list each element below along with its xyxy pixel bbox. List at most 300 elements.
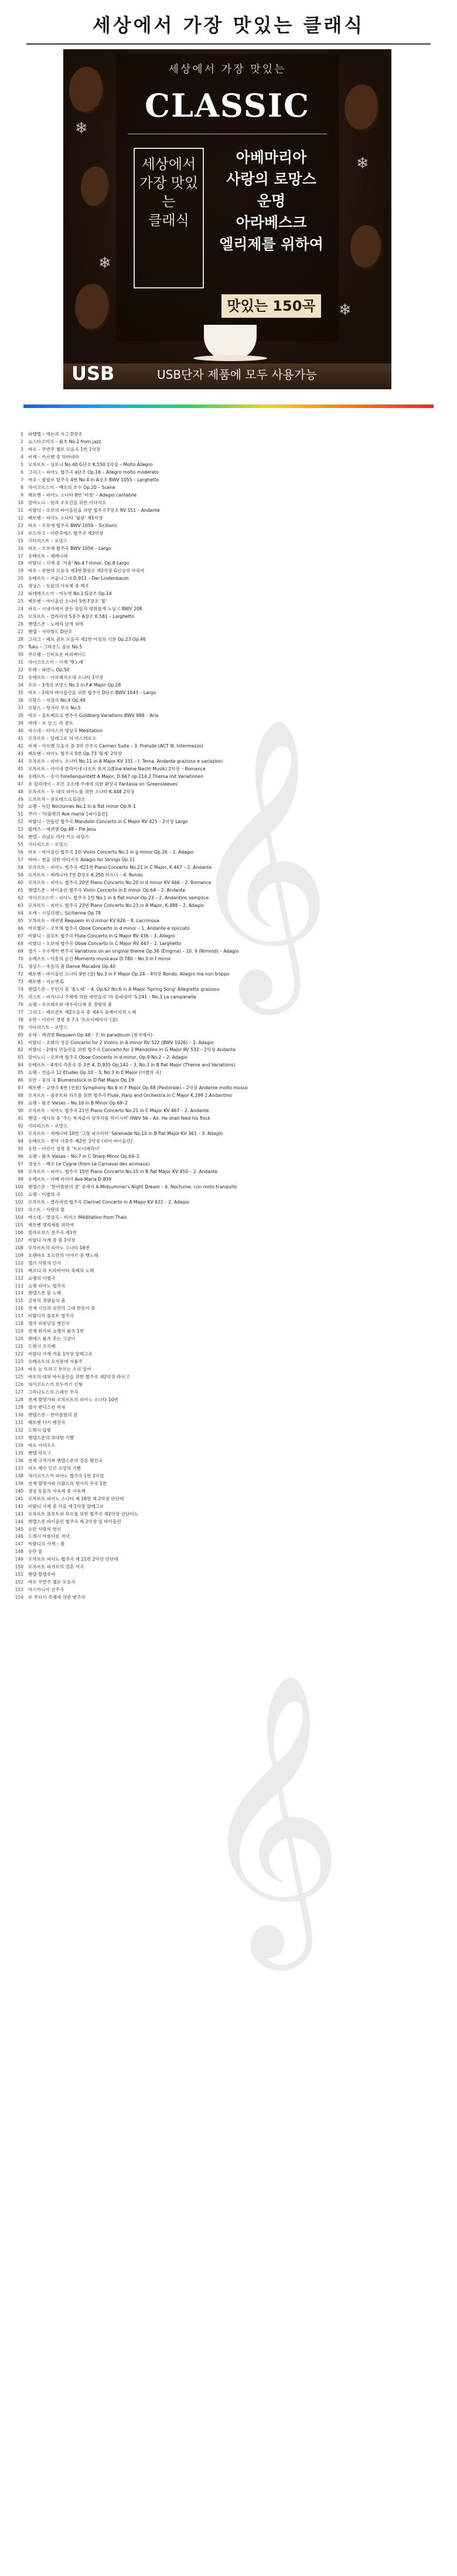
track-title: 베토벤 – 피아노 소나타 8번 '비창' – Adagio cantabile [28, 492, 137, 498]
track-title: 그라나도스의 스페인 무곡 [28, 1389, 79, 1395]
track-number: 54 [18, 834, 23, 840]
track-title: 슈베르트의 로자문데 서룸주 [28, 1359, 83, 1365]
track-item [11, 1283, 446, 1290]
track-title: 슈베르트 – 겨울나그네 D.911 – Der Lindenbaum [28, 576, 129, 582]
track-item [11, 1358, 446, 1366]
track-number: 21 [18, 583, 23, 589]
track-title: 슈만 – 어린이 정경 중 '트로이메라이' [28, 1146, 100, 1152]
track-title: 슈베르트 – 현악 사중주 제2번 '2악장 (피아 바이올린)' [28, 1139, 134, 1144]
track-item [11, 1328, 446, 1335]
track-number: 95 [18, 1146, 23, 1152]
track-title: 마스네 – 명상곡 – 타이스 Méditation from Thaïs [28, 1214, 127, 1220]
track-title: 마르첼로 – 오보에 협주곡 Oboe Concerto in d minor – 1. Andante e spiccato [28, 925, 190, 931]
track-title: 모차르트 – 클라리넷 협주곡 Clarinet Concerto in A Major KV 622 – 2. Adagio [28, 1199, 190, 1205]
track-title: 알비노니 – 오보에 협주곡 Oboe Concerto in d minor, Op.9 No.2 – 2. Adagio [28, 1055, 187, 1061]
track-number: 69 [18, 948, 23, 954]
track-number: 142 [15, 1503, 23, 1509]
track-number: 63 [18, 903, 23, 909]
track-item [11, 431, 446, 439]
track-number: 38 [18, 712, 23, 718]
track-item [11, 1305, 446, 1313]
track-number: 51 [18, 811, 23, 817]
track-title: 바흐 – 시냇가에서 잠든 양들의 평화롭게 노닐고 BWV 208 [28, 606, 142, 612]
track-number: 67 [18, 933, 23, 939]
track-number: 105 [15, 1222, 23, 1228]
track-number: 91 [18, 1116, 23, 1122]
track-number: 122 [15, 1351, 23, 1357]
track-item [11, 1222, 446, 1229]
track-number: 125 [15, 1374, 23, 1380]
track-title: 베르디 라 트라비아타 축배의 노래 [28, 1267, 94, 1273]
track-item [11, 446, 446, 454]
track-number: 84 [18, 1062, 23, 1068]
track-number: 4 [21, 454, 23, 460]
track-title: 모차르트 – 피아노 협주곡 15번 Piano Concerto No.15 in B flat Major KV 450 – 2. Andante [28, 1168, 218, 1174]
track-item [11, 1351, 446, 1358]
track-number: 13 [18, 522, 23, 528]
track-number: 146 [15, 1534, 23, 1540]
track-item [11, 902, 446, 910]
track-number: 82 [18, 1047, 23, 1053]
track-number: 46 [18, 773, 23, 779]
track-item [11, 515, 446, 522]
track-title: 차이코프스키 – 백조의 호수 Op.20 – Scene [28, 484, 115, 490]
track-number: 90 [18, 1108, 23, 1114]
track-item [11, 545, 446, 553]
track-title: 바흐 눈 뜨라고 부르는 소리 있어 [28, 1367, 91, 1372]
track-item [11, 1032, 446, 1039]
track-title: 바흐 무반주 첼로 모음곡 [28, 1579, 76, 1585]
track-title: 슈베르트 – 4개의 즉흥곡 중 3번 4. D.935 Op.142 – 3, No.3 in B flat Major (Theme and Variations) [28, 1062, 236, 1068]
track-item [11, 971, 446, 978]
track-title: 헨델 – 에시의 풍 '주는 목자같이 양무리를 먹이시며' HWV 56 – Air. He shall feed his flock [28, 1116, 211, 1122]
track-item [11, 720, 446, 728]
track-item [11, 895, 446, 902]
track-item [11, 1473, 446, 1480]
track-title: 파데레프스키 – 미뉴엣 No.1 G장조 Op.14 [28, 591, 112, 597]
track-item [11, 697, 446, 705]
track-item [11, 1191, 446, 1199]
track-number: 24 [18, 606, 23, 612]
track-title: 멘델스존 – 무언가 중 '봄노래' – 4, Op.62 No.6 in A Major 'Spring Song' Allegretto grazioso [28, 986, 220, 992]
track-title: 엘가 – 수수께끼 변주곡 Variations on an original theme Op.36 (Enigma) – 10. 9 (Nimrod) – Adagio [28, 948, 239, 954]
track-title: 모차르트 – 피아노 협주곡 20번 Piano Concerto No.20 in d minor KV 466 – 2. Romance [28, 880, 212, 886]
track-number: 88 [18, 1093, 23, 1099]
track-title: 모차르트의 피아노 소나타 16번 [28, 1245, 90, 1250]
track-title: 마스네 – 타이스의 명상곡 Meditation [28, 728, 103, 733]
track-number: 32 [18, 667, 23, 673]
track-title: 브람스 – 헝가리 무곡 No.5 [28, 705, 81, 711]
track-title: 생상스 – 죽음의 춤 Danse Macabre Op.40 [28, 963, 115, 969]
snowflake-icon: ❄ [98, 254, 111, 272]
track-title: 베토벤 – 교향곡 6번 (전원) Symphony No.6 in F Major Op.68 (Pastorale) – 2악장 Andante molto mosso [28, 1085, 248, 1091]
track-item [11, 1168, 446, 1176]
track-item [11, 940, 446, 948]
featured-title: 엘리제를 위하여 [219, 236, 323, 253]
track-title: 바흐 – 오보에 협주곡 BWV 1059 – Siciliano [28, 522, 117, 528]
track-item [11, 887, 446, 895]
track-number: 136 [15, 1457, 23, 1463]
track-item [11, 454, 446, 461]
track-title: 베토벤 – 바이올린 소나타 9번 (클) No.3 in F Major Op.24 – 4악장 Rondo, Allegro ma non troppo [28, 971, 230, 977]
track-item [11, 590, 446, 598]
track-number: 39 [18, 720, 23, 726]
track-title: 쇼팽 – 연습곡 12 Etudes Op.10 – 3, No.3 in E Major (이별의 곡) [28, 1070, 161, 1076]
track-number: 117 [15, 1313, 23, 1319]
track-title: 바흐 – 팔팔로 합주곡 4번 No.4 in A장조 BWV 1055 – Larghetto [28, 477, 159, 482]
track-item [11, 598, 446, 606]
track-number: 61 [18, 888, 23, 893]
track-item [11, 682, 446, 689]
track-item [11, 659, 446, 667]
track-number: 5 [21, 461, 23, 467]
track-title: 엘가 변덕스런 여자 [28, 1405, 66, 1410]
track-title: 슈베르트 – 세레나데 [28, 553, 68, 559]
track-item [11, 743, 446, 750]
track-item [11, 499, 446, 507]
track-number: 41 [18, 735, 23, 741]
track-title: 비발디 – 사계 중 '겨울' No.4 f minor, Op.8 Largo [28, 560, 129, 566]
track-title: 생상 동물의 사육제 중 사육제 [28, 1488, 86, 1494]
track-title: 포레 – 레퀴엠 Requiem Op.48 – 7. In paradisum (천국에서) [28, 1032, 153, 1038]
track-item [11, 849, 446, 857]
track-item [11, 1100, 446, 1107]
treble-clef-icon: 𝄞 [198, 1671, 344, 1958]
track-title: 천재 발명가와 모차르트의 피아노 소나타 10번 [28, 1397, 118, 1403]
track-number: 35 [18, 689, 23, 695]
track-item [11, 917, 446, 925]
track-title: 모차르트 – 피아노 소나타 No.11 in A Major KV 331 – I. Tema. Andante grazioso e variazioni [28, 758, 223, 764]
track-item [11, 583, 446, 590]
rainbow-divider [23, 405, 434, 408]
track-number: 65 [18, 918, 23, 923]
track-title: 그리그 – 페르 귄트 모음곡 제1번 아침의 기분 Op.23 Op.46 [28, 637, 146, 643]
track-item [11, 1594, 446, 1602]
cover-classic-title: CLASSIC [145, 87, 310, 124]
track-number: 30 [18, 652, 23, 658]
track-number: 1 [21, 431, 23, 437]
track-item [11, 1412, 446, 1419]
track-number: 56 [18, 849, 23, 855]
track-number: 50 [18, 804, 23, 810]
track-number: 6 [21, 469, 23, 475]
track-number: 42 [18, 743, 23, 749]
track-number: 154 [15, 1595, 23, 1600]
track-item [11, 628, 446, 636]
track-title: 비발디 – 만돌린 협주곡 Mandolin Concerto in C Major RV 425 – 2악장 Largo [28, 819, 188, 825]
track-title: 베토벤 엘리제를 위하여 [28, 1222, 74, 1228]
track-item [11, 1107, 446, 1115]
track-item [11, 978, 446, 986]
track-title: 마레 – 르 상 드 라 퀸트 [28, 720, 73, 726]
track-number: 115 [15, 1298, 23, 1304]
track-number: 114 [15, 1290, 23, 1296]
track-item [11, 484, 446, 492]
track-title: 그리그 – 피아노 협주곡 a단조 Op.16 – Allegro molto moderato [28, 469, 159, 475]
track-title: 베토벤 – 피아노 소나타 '월광' 제1악장 [28, 515, 103, 521]
track-title: 로드리고 – 아란후에스 협주곡 제2악장 [28, 530, 104, 536]
track-number: 100 [15, 1184, 23, 1190]
coffee-bean-icon [81, 166, 110, 208]
track-title: 모차르트 피아노 소나타 제 16번 제 2악장 안단테 [28, 1496, 124, 1501]
track-number: 134 [15, 1442, 23, 1448]
track-number: 18 [18, 560, 23, 566]
track-title: 비발디 사계 중 봄 1악장 [28, 1237, 76, 1243]
track-number: 103 [15, 1207, 23, 1212]
track-number: 131 [15, 1419, 23, 1425]
track-number: 120 [15, 1336, 23, 1342]
track-item [11, 1214, 446, 1222]
track-number: 78 [18, 1017, 23, 1022]
track-title: 헨델 – 사라방드 D단조 [28, 629, 73, 635]
track-title: 엘가 위풍당당 행진곡 [28, 1321, 70, 1327]
track-number: 62 [18, 895, 23, 901]
track-item [11, 606, 446, 613]
track-title: 포레 – 파반느 Op.50 [28, 667, 70, 673]
track-title: 기타리스트 – 로망스 [28, 538, 68, 543]
track-item [11, 1389, 446, 1396]
track-item [11, 507, 446, 515]
track-number: 75 [18, 994, 23, 1000]
track-item [11, 781, 446, 789]
track-item [11, 1245, 446, 1252]
track-number: 96 [18, 1154, 23, 1160]
track-title: 바흐 – 무반주 첼로 모음곡 1번 1악장 [28, 446, 101, 452]
track-title: 모차르트 피가로의 결혼 서곡 [28, 1564, 84, 1570]
track-item [11, 834, 446, 841]
track-title: 리스트 – 피가니니 주제에 의한 대연습곡 '라 캄파넬라' S.141 – No.3 La campanella [28, 994, 196, 1000]
track-item [11, 857, 446, 864]
track-title: 베토벤 – 피아노 협주곡 5번 Op.73 '황제' 2악장 [28, 750, 122, 756]
track-item [11, 1556, 446, 1564]
track-number: 52 [18, 819, 23, 825]
track-item [11, 469, 446, 477]
track-number: 45 [18, 766, 23, 772]
track-item [11, 1297, 446, 1305]
track-title: 슈만 – 어린이 정경 중 7곡 '트로이메라이' (꿈) [28, 1017, 118, 1022]
track-title: 생상스 – 백조 Le Cygne (from Le Carnaval des animaux) [28, 1161, 150, 1167]
track-title: 바흐 – 2대의 바이올린을 위한 협주곡 D단조 BWV 1043 – Largo [28, 689, 156, 695]
track-number: 47 [18, 781, 23, 787]
track-title: 기타리스트 – 로망스 [28, 1024, 68, 1030]
featured-titles [216, 147, 327, 255]
track-item [11, 841, 446, 849]
track-item [11, 674, 446, 682]
track-item [11, 1017, 446, 1024]
track-title: 모차르트 – 아이네 클라이네 나흐트 뮤지크(Eine kleine Nacht Musik) 2악장 – Romance [28, 766, 206, 772]
track-number: 118 [15, 1321, 23, 1327]
track-number: 113 [15, 1283, 23, 1289]
track-number: 8 [21, 484, 23, 490]
track-title: 바버 – 현을 위한 아다지오 Adagio for Strings Op.11 [28, 857, 135, 863]
track-title: 천재 극작가와 멘델스존의 결혼 행진곡 [28, 1457, 103, 1463]
track-item [11, 803, 446, 811]
handwritten-line: 클래식 [148, 212, 189, 229]
handwritten-line: 세상에서 [141, 156, 196, 172]
track-item [11, 1579, 446, 1586]
track-number: 92 [18, 1123, 23, 1129]
track-title: 모차르트 – 알레그로 더 마스테로소 [28, 735, 97, 741]
track-number: 25 [18, 614, 23, 620]
track-number: 152 [15, 1579, 23, 1585]
track-title: 쇼팽의 이별곡 [28, 1275, 56, 1281]
track-number: 43 [18, 750, 23, 756]
track-item [11, 1252, 446, 1260]
track-item [11, 796, 446, 804]
track-item [11, 1488, 446, 1496]
track-number: 48 [18, 789, 23, 794]
track-title: 리스트 – 사랑의 꿈 [28, 1207, 65, 1212]
track-item [11, 477, 446, 484]
track-item [11, 538, 446, 545]
track-title: 엘가 사랑의 인사 [28, 1260, 62, 1266]
track-title: 멘델스존 – 노래의 날개 위에 [28, 621, 84, 627]
treble-clef-icon: 𝄞 [186, 715, 332, 1002]
track-item [11, 1427, 446, 1435]
track-item [11, 1130, 446, 1138]
track-title: 차이코프스키 호두까기 인형 [28, 1382, 83, 1388]
track-item [11, 613, 446, 621]
track-number: 77 [18, 1009, 23, 1015]
track-title: 슈베르트 – 아베 마리아 Ave Maria D.839 [28, 1176, 112, 1182]
track-title: 베토벤 – 바이올린 소나타 5번 F장조 '봄' [28, 599, 107, 604]
track-number: 141 [15, 1496, 23, 1501]
snowflake-icon: ❄ [339, 301, 352, 319]
track-number: 34 [18, 682, 23, 688]
track-title: 기타리스트 – 로망스 [28, 1123, 68, 1129]
track-number: 17 [18, 553, 23, 559]
page-header [0, 0, 457, 43]
track-number: 106 [15, 1229, 23, 1235]
usb-label: USB [71, 362, 115, 385]
track-item [11, 560, 446, 567]
track-number: 27 [18, 629, 23, 635]
track-number: 89 [18, 1100, 23, 1106]
track-number: 36 [18, 697, 23, 703]
track-title: 바흐 – 골트베르크 변주곡 Goldberg Variations BWV 988 – Aria [28, 712, 159, 718]
track-number: 138 [15, 1473, 23, 1479]
track-number: 7 [21, 477, 23, 482]
track-number: 126 [15, 1382, 23, 1388]
track-number: 28 [18, 637, 23, 643]
track-item [11, 1548, 446, 1556]
track-number: 70 [18, 956, 23, 961]
track-number: 2 [21, 439, 23, 444]
track-item [11, 1077, 446, 1085]
track-title: 로 부다시 주제에 의한 변주곡 [28, 1595, 86, 1600]
track-title: 쇼팽 피아노 협주곡 [28, 1283, 66, 1289]
track-number: 64 [18, 910, 23, 916]
track-number: 151 [15, 1572, 23, 1578]
track-number: 72 [18, 971, 23, 977]
track-title: 파헬벨 – 캐논과 지그 D장조 [28, 431, 83, 437]
track-title: 모차르트 – 심포니 No.40 G단조 K.550 1악장 – Molto Allegro [28, 461, 153, 467]
coffee-cup-icon [204, 325, 257, 360]
track-number: 74 [18, 986, 23, 992]
track-item [11, 1237, 446, 1245]
track-item [11, 1450, 446, 1457]
track-item [11, 910, 446, 917]
track-item [11, 766, 446, 773]
track-item [11, 530, 446, 538]
track-list-section [11, 431, 446, 2560]
track-item [11, 1503, 446, 1511]
track-title: 드뷔시 아름다운 저녁 [28, 1534, 70, 1540]
track-number: 112 [15, 1275, 23, 1281]
track-number: 19 [18, 568, 23, 574]
track-number: 137 [15, 1465, 23, 1471]
track-item [11, 994, 446, 1001]
track-title: 쿠프랭 – 신비로운 바리케이드 [28, 652, 87, 658]
track-item [11, 933, 446, 940]
track-number: 101 [15, 1191, 23, 1197]
track-list [11, 431, 446, 1602]
track-number: 111 [15, 1267, 23, 1273]
track-title: 비제 – 카르멘 모음곡 중 3막 간주곡 Carmen Suite – 3. Prelude (ACT III, Intermezzo) [28, 743, 203, 749]
track-number: 71 [18, 963, 23, 969]
track-title: 바흐 – 관현악 모음곡 제3번 D장조 제2악장 G선상의 아리아 [28, 568, 145, 574]
track-item [11, 1024, 446, 1032]
track-item [11, 461, 446, 469]
track-item [11, 492, 446, 499]
track-title: 멘데스 왈츠 추는 고양이 [28, 1336, 76, 1342]
track-number: 9 [21, 492, 23, 498]
track-item [11, 1541, 446, 1548]
track-item [11, 1267, 446, 1275]
coffee-bean-icon [350, 225, 383, 269]
track-item [11, 1207, 446, 1214]
track-item [11, 1153, 446, 1161]
track-title: 슈베르트 – 악흥의 순간 Moments musicaux D.780 – No.3 in f minor [28, 956, 171, 961]
track-number: 40 [18, 728, 23, 733]
track-title: 호 할리데이 – 푸른 옷소매 주제에 의한 환상곡 Fantasia on 'Greensleeves' [28, 781, 179, 787]
track-title: 바흐 – 오보에 협주곡 BWV 1056 – Largo [28, 545, 111, 551]
track-item [11, 1092, 446, 1100]
track-item [11, 1366, 446, 1374]
track-title: 차이코프스키 – 피아노 협주곡 1번 No.1 in b flat minor Op.23 – 2. Andantino semplice [28, 895, 209, 901]
track-title: 멘델스존 봄 노래 [28, 1290, 62, 1296]
track-item [11, 1085, 446, 1092]
track-number: 22 [18, 591, 23, 597]
track-title: 기타리스트 – 로망스 [28, 842, 68, 848]
track-item [11, 1381, 446, 1389]
track-item [11, 1069, 446, 1077]
track-item [11, 728, 446, 735]
track-item [11, 621, 446, 628]
track-number: 60 [18, 880, 23, 886]
track-number: 149 [15, 1557, 23, 1562]
coffee-bean-icon [69, 67, 104, 114]
track-number: 86 [18, 1078, 23, 1083]
track-item [11, 705, 446, 712]
track-number: 108 [15, 1245, 23, 1250]
track-item [11, 948, 446, 956]
track-title: 헨델 할렐루야 [28, 1572, 56, 1578]
track-number: 44 [18, 758, 23, 764]
track-number: 116 [15, 1306, 23, 1311]
track-title: 쇼스타코비치 – 왈츠 No.2 from jazz [28, 439, 101, 444]
track-item [11, 986, 446, 994]
track-title: 비발디 사계 중 가을 제 1악장 알레그로 [28, 1503, 104, 1509]
track-number: 53 [18, 827, 23, 832]
track-number: 135 [15, 1450, 23, 1456]
track-title: 차이코프스키 피아노 협주곡 1번 1악장 [28, 1473, 104, 1479]
track-title: 그리그 – 페르귄트 제2모음곡 중 제4곡 솔베이지의 노래 [28, 1009, 137, 1015]
track-number: 57 [18, 857, 23, 863]
track-number: 79 [18, 1024, 23, 1030]
track-title: 비발디 – 오보의 바이올린을 위한 협주곡 F장조 RV 551 – Andante [28, 507, 160, 513]
track-item [11, 750, 446, 758]
